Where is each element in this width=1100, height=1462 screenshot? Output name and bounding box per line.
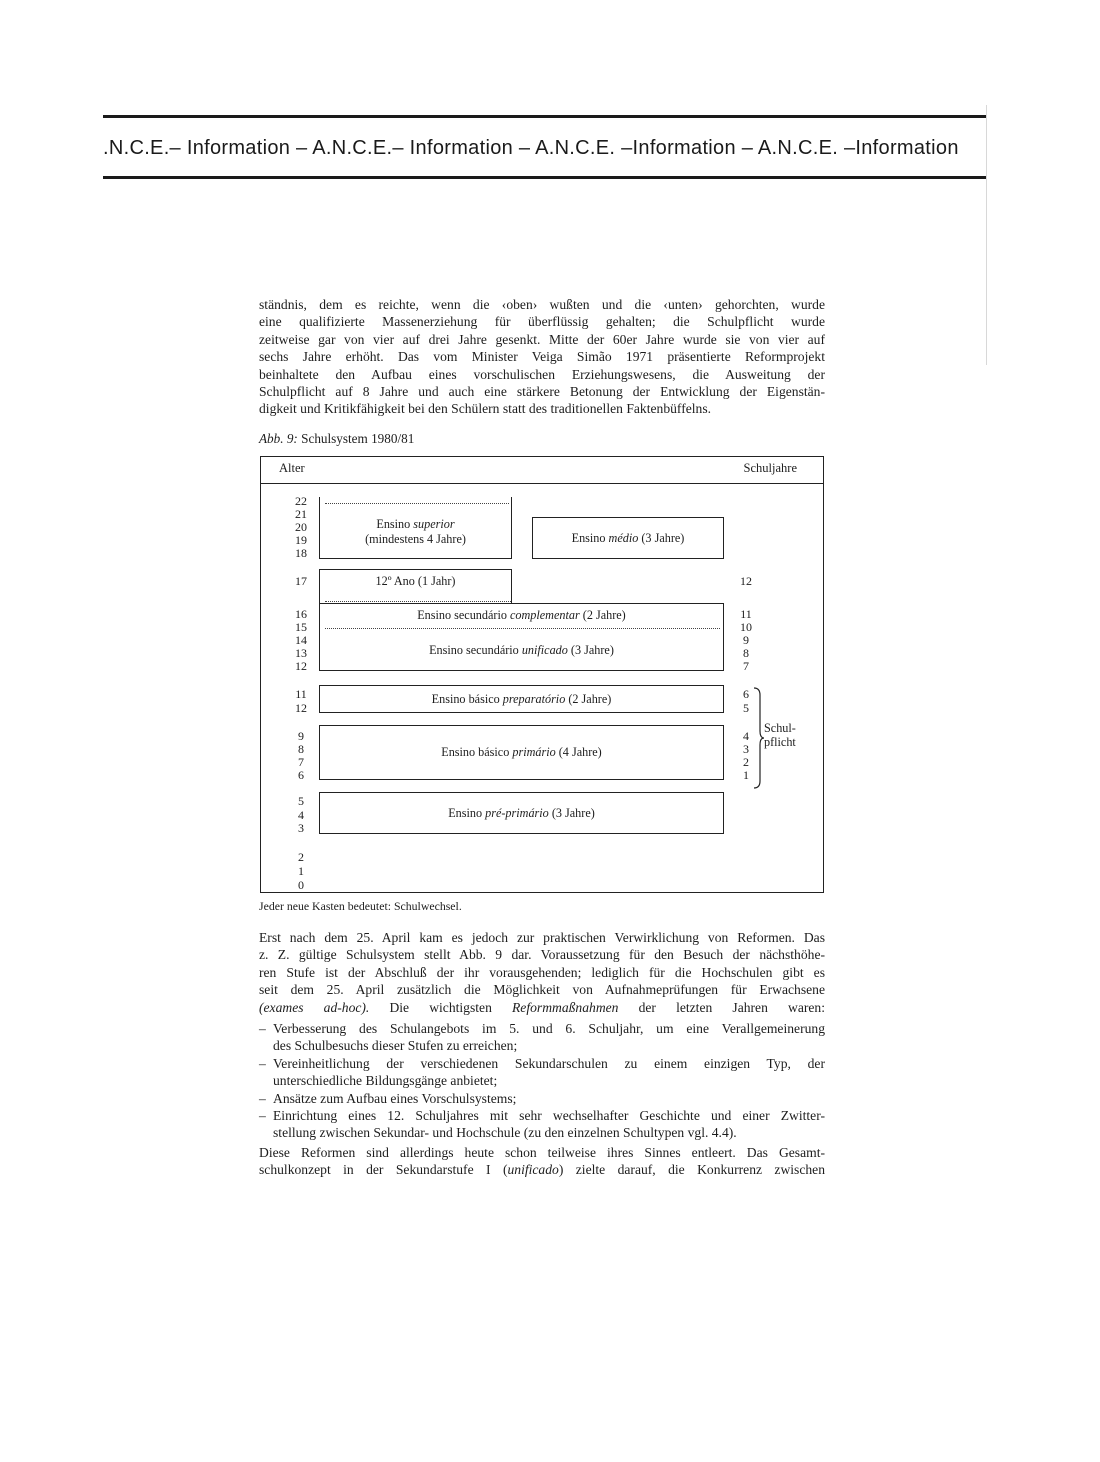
text-line: ständnis, dem es reichte, wenn die ‹oben› wußten und die ‹unten› gehorchten, wurde	[259, 297, 825, 312]
text-span: Die wichtigsten	[369, 999, 512, 1015]
school-year-label: 10	[740, 620, 752, 634]
text-span: ) zielte darauf, die Konkurrenz zwischen	[558, 1162, 825, 1178]
box-text: Ensino básico	[431, 692, 503, 706]
ano12-dotted-bottom	[325, 601, 511, 602]
text-line: Vereinheitlichung der verschiedenen Sekundarschulen zu einem einzigen Typ, der	[273, 1055, 825, 1071]
age-label: 0	[298, 878, 304, 892]
age-label: 5	[298, 794, 304, 808]
box-text: (2 Jahre)	[579, 608, 626, 622]
box-text: (2 Jahre)	[565, 692, 612, 706]
text-italic: unificado	[507, 1162, 559, 1178]
text-line: Verbesserung des Schulangebots im 5. und 6. Schuljahr, um eine Verallgemeinerung	[273, 1021, 825, 1036]
box-ensino-basico-primario	[319, 725, 724, 780]
text-line: unterschiedliche Bildungsgänge anbietet;	[273, 1073, 498, 1089]
age-label: 2	[298, 850, 304, 864]
header-banner: .N.C.E.– Information – A.N.C.E.– Information – A.N.C.E. –Information – A.N.C.E. –Information	[103, 137, 959, 159]
box-text: (4 Jahre)	[555, 745, 602, 759]
figure-footnote: Jeder neue Kasten bedeutet: Schulwechsel.	[259, 899, 462, 913]
age-label: 21	[295, 507, 307, 521]
schulpflicht-text: Schul-	[764, 721, 796, 735]
paragraph-reforms	[259, 929, 825, 1016]
medio-bottom-edge	[532, 558, 724, 559]
schulpflicht-text: pflicht	[764, 735, 796, 749]
age-label: 7	[298, 755, 304, 769]
box-text: 12º Ano (1 Jahr)	[375, 574, 456, 588]
school-year-label: 3	[743, 742, 749, 756]
banner-top-rule	[103, 115, 986, 118]
box-ensino-pre-primario	[319, 792, 724, 834]
reform-measures-list	[259, 1020, 825, 1142]
text-line: z. Z. gültige Schulsystem stellt Abb. 9 dar. Voraussetzung für den Besuch der nächsthöhe-	[259, 947, 825, 963]
school-year-label: 5	[743, 701, 749, 715]
text-line: Einrichtung eines 12. Schuljahres mit sehr wechselhafter Geschichte und einer Zwitter-	[273, 1108, 825, 1124]
text-line: stellung zwischen Sekundar- und Hochschule (zu den einzelnen Schultypen vgl. 4.4).	[273, 1125, 737, 1141]
list-item	[259, 1090, 825, 1107]
superior-bottom-edge	[319, 558, 512, 559]
box-text: Ensino	[448, 806, 486, 820]
box-text-italic: unificado	[521, 643, 568, 657]
text-italic: (exames ad-hoc).	[259, 999, 370, 1015]
age-label: 14	[295, 633, 307, 647]
school-year-label: 4	[743, 729, 749, 743]
age-label: 22	[295, 494, 307, 508]
box-text: Ensino secundário	[429, 643, 522, 657]
age-label: 8	[298, 742, 304, 756]
text-line: Diese Reformen sind allerdings heute schon teilweise ihres Sinnes entleert. Das Gesamt-	[259, 1145, 825, 1160]
age-label: 12	[295, 659, 307, 673]
text-span: der letzten Jahren waren:	[618, 999, 825, 1015]
school-year-label: 8	[743, 646, 749, 660]
age-label: 4	[298, 808, 304, 822]
box-text-italic: complementar	[509, 608, 580, 622]
list-item	[259, 1107, 825, 1142]
text-line	[259, 1161, 825, 1178]
box-ensino-medio	[532, 517, 724, 559]
box-text: (3 Jahre)	[638, 531, 685, 545]
box-ensino-basico-preparatorio	[319, 685, 724, 713]
age-column-header: Alter	[279, 461, 305, 475]
age-label: 13	[295, 646, 307, 660]
list-dash: –	[259, 1090, 266, 1106]
text-line: Erst nach dem 25. April kam es jedoch zur praktischen Verwirklichung von Reformen. Das	[259, 930, 825, 945]
list-item	[259, 1055, 825, 1090]
box-ensino-secundario-complementar	[319, 608, 724, 623]
school-year-label: 2	[743, 755, 749, 769]
text-line: sechs Jahre erhöht. Das vom Minister Veiga Simão 1971 präsentierte Reformprojekt	[259, 349, 825, 365]
school-year-label: 9	[743, 633, 749, 647]
age-label: 6	[298, 768, 304, 782]
box-text: Ensino secundário	[417, 608, 510, 622]
age-label: 17	[295, 574, 307, 588]
text-line: ren Stufe ist der Abschluß der ihr vorausgehenden; lediglich für die Hochschulen gibt es	[259, 964, 825, 980]
list-dash: –	[259, 1055, 266, 1071]
figure-caption	[259, 431, 414, 447]
list-dash: –	[259, 1021, 266, 1036]
secundario-dotted-divider	[325, 628, 720, 629]
box-text-italic: primário	[512, 745, 556, 759]
superior-dotted-top	[325, 503, 509, 504]
text-line: beinhaltete den Aufbau eines vorschulischen Erziehungswesens, die Ausweitung der	[259, 366, 825, 382]
box-text: (mindestens 4 Jahre)	[365, 532, 466, 546]
age-label: 3	[298, 821, 304, 835]
box-text: (3 Jahre)	[548, 806, 595, 820]
box-text: Ensino básico	[441, 745, 513, 759]
age-label: 15	[295, 620, 307, 634]
school-year-label: 1	[743, 768, 749, 782]
page-edge-line	[986, 105, 987, 365]
school-year-label: 11	[740, 607, 752, 621]
age-label: 19	[295, 533, 307, 547]
box-text: Ensino	[571, 531, 609, 545]
list-dash: –	[259, 1108, 266, 1124]
age-label: 11	[295, 687, 307, 701]
figure-caption-text: Schulsystem 1980/81	[297, 431, 415, 446]
school-year-label: 6	[743, 687, 749, 701]
age-label: 12	[295, 701, 307, 715]
text-line: Schulpflicht auf 8 Jahre und auch eine stärkere Betonung der Entwicklung der Eigenstän-	[259, 384, 825, 400]
box-text-italic: médio	[608, 531, 639, 545]
text-line: digkeit und Kritikfähigkeit bei den Schülern statt des traditionellen Faktenbüffelns.	[259, 401, 712, 417]
text-line: seit dem 25. April zusätzlich die Möglichkeit von Aufnahmeprüfungen für Erwachsene	[259, 982, 825, 998]
age-label: 20	[295, 520, 307, 534]
figure-caption-label: Abb. 9:	[259, 431, 298, 446]
age-label: 16	[295, 607, 307, 621]
age-label: 9	[298, 729, 304, 743]
school-year-column-header: Schuljahre	[743, 461, 797, 475]
text-line: Ansätze zum Aufbau eines Vorschulsystems;	[273, 1090, 517, 1106]
schulpflicht-label	[764, 721, 796, 749]
diagram-header	[261, 457, 823, 484]
box-text: (3 Jahre)	[567, 643, 614, 657]
text-line: eine qualifizierte Massenerziehung für überflüssig gehalten; die Schulpflicht wurde	[259, 314, 825, 330]
list-item	[259, 1020, 825, 1055]
banner-bottom-rule	[103, 176, 986, 179]
age-label: 1	[298, 864, 304, 878]
age-label: 18	[295, 546, 307, 560]
box-text-italic: preparatório	[502, 692, 566, 706]
school-year-label: 12	[740, 574, 752, 588]
text-line: des Schulbesuchs dieser Stufen zu erreichen;	[273, 1038, 518, 1054]
text-span: schulkonzept in der Sekundarstufe I (	[259, 1162, 508, 1178]
paragraph-intro	[259, 296, 825, 418]
text-line: zeitweise gar von vier auf drei Jahre gesenkt. Mitte der 60er Jahre wurde sie von vier auf	[259, 331, 825, 347]
box-text: Ensino	[376, 517, 414, 531]
paragraph-conclusion	[259, 1144, 825, 1179]
box-12-ano	[319, 569, 512, 603]
box-text-italic: pré-primário	[485, 806, 549, 820]
box-ensino-superior	[319, 517, 512, 547]
box-text-italic: superior	[413, 517, 455, 531]
school-year-label: 7	[743, 659, 749, 673]
box-ensino-secundario-unificado	[319, 643, 724, 658]
text-line	[259, 999, 825, 1016]
text-italic: Reformmaßnahmen	[512, 999, 619, 1015]
school-system-diagram	[260, 456, 824, 893]
